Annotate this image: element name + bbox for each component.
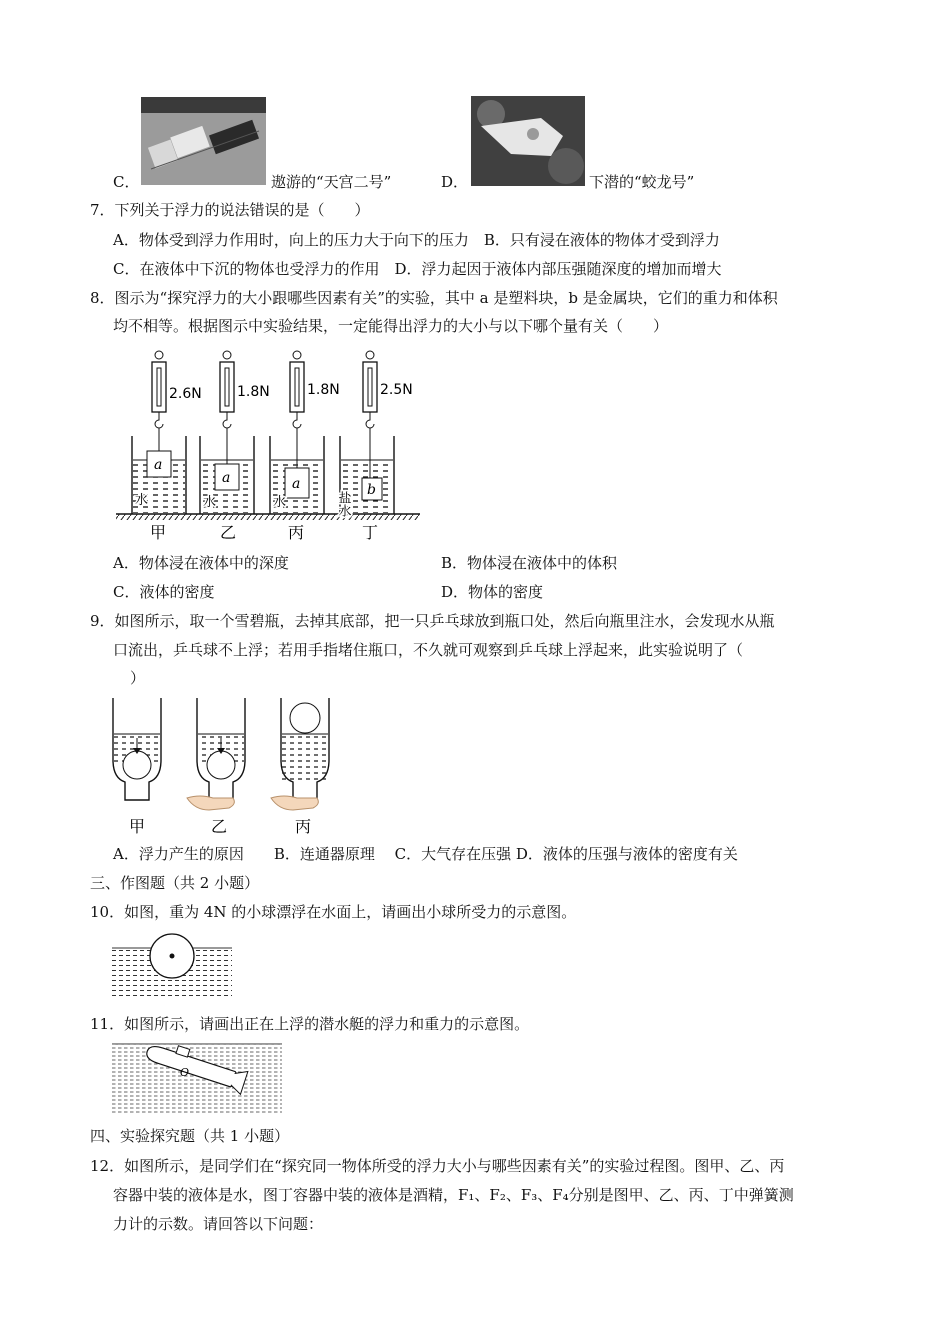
- q12-stem-line2: 容器中装的液体是水，图丁容器中装的液体是酒精，F₁、F₂、F₃、F₄分别是图甲、乙、丙、丁中弹簧测: [113, 1186, 794, 1204]
- q9-stem-line3: ）: [130, 669, 146, 687]
- submarine-center-o: O: [180, 1066, 190, 1079]
- q8-buoyancy-figure: [112, 348, 432, 543]
- bottle-label-bing: 丙: [295, 817, 312, 836]
- section-4-heading: 四、实验探究题（共 1 小题）: [90, 1127, 290, 1145]
- q12-stem-line1: 12．如图所示，是同学们在“探究同一物体所受的浮力大小与哪些因素有关”的实验过程图。图甲、乙、丙: [90, 1157, 785, 1175]
- block-yi: a: [222, 470, 231, 486]
- reading-ding: 2.5N: [380, 382, 413, 398]
- option-d-label: D．: [441, 173, 469, 191]
- q10-floating-ball-figure: [112, 938, 232, 1000]
- q8-stem-line1: 8．图示为“探究浮力的大小跟哪些因素有关”的实验，其中 a 是塑料块，b 是金属块，它们的重力和体积: [90, 289, 778, 307]
- q8-option-d: D．物体的密度: [441, 583, 544, 601]
- liquid-ding: 盐水: [335, 491, 351, 517]
- q8-option-a: A．物体浸在液体中的深度: [113, 554, 289, 572]
- jiaolong-photo: [471, 96, 585, 186]
- q8-option-c: C．液体的密度: [113, 583, 215, 601]
- tiangong-photo: [141, 97, 266, 185]
- block-jia: a: [154, 457, 163, 473]
- q9-stem-line2: 口流出，乒乓球不上浮；若用手指堵住瓶口，不久就可观察到乒乓球上浮起来，此实验说明了（: [113, 641, 744, 659]
- q9-stem-line1: 9．如图所示，取一个雪碧瓶，去掉其底部，把一只乒乓球放到瓶口处，然后向瓶里注水，会发现水从瓶: [90, 612, 775, 630]
- liquid-yi: 水: [203, 495, 217, 510]
- label-jia: 甲: [150, 523, 167, 542]
- reading-bing: 1.8N: [307, 382, 340, 398]
- option-c-label: C．: [113, 173, 140, 191]
- block-bing: a: [292, 476, 301, 492]
- q8-option-b: B．物体浸在液体中的体积: [441, 554, 618, 572]
- q7-options-ab: A．物体受到浮力作用时，向上的压力大于向下的压力 B．只有浸在液体的物体才受到浮力: [113, 231, 720, 249]
- q8-stem-line2: 均不相等。根据图示中实验结果，一定能得出浮力的大小与以下哪个量有关（ ）: [113, 317, 669, 335]
- bottle-yi: [187, 698, 245, 810]
- reading-yi: 1.8N: [237, 384, 270, 400]
- option-c-caption: 遨游的“天宫二号”: [271, 173, 392, 191]
- option-d-caption: 下潜的“蛟龙号”: [589, 173, 695, 191]
- liquid-bing: 水: [273, 495, 287, 510]
- q11-stem: 11．如图所示，请画出正在上浮的潜水艇的浮力和重力的示意图。: [90, 1015, 530, 1033]
- setup-yi: [200, 351, 254, 514]
- bottle-label-jia: 甲: [129, 817, 146, 836]
- label-bing: 丙: [288, 523, 305, 542]
- q7-options-cd: C．在液体中下沉的物体也受浮力的作用 D．浮力起因于液体内部压强随深度的增加而增大: [113, 260, 722, 278]
- label-yi: 乙: [220, 523, 237, 542]
- setup-jia: [132, 351, 186, 514]
- bottle-bing: [271, 698, 329, 810]
- q10-stem: 10．如图，重为 4N 的小球漂浮在水面上，请画出小球所受力的示意图。: [90, 903, 577, 921]
- block-ding: b: [367, 482, 376, 498]
- label-ding: 丁: [362, 523, 379, 542]
- q7-stem: 7．下列关于浮力的说法错误的是（ ）: [90, 201, 370, 219]
- q11-submarine-figure: [112, 1042, 282, 1114]
- q12-stem-line3: 力计的示数。请回答以下问题：: [113, 1215, 324, 1233]
- q9-bottle-figure: [105, 698, 345, 838]
- liquid-jia: 水: [135, 493, 149, 508]
- q9-options: A．浮力产生的原因 B．连通器原理 C．大气存在压强 D．液体的压强与液体的密度有关: [113, 845, 738, 863]
- section-3-heading: 三、作图题（共 2 小题）: [90, 874, 260, 892]
- bottle-label-yi: 乙: [211, 817, 228, 836]
- reading-jia: 2.6N: [169, 386, 202, 402]
- bottle-jia: [113, 698, 161, 800]
